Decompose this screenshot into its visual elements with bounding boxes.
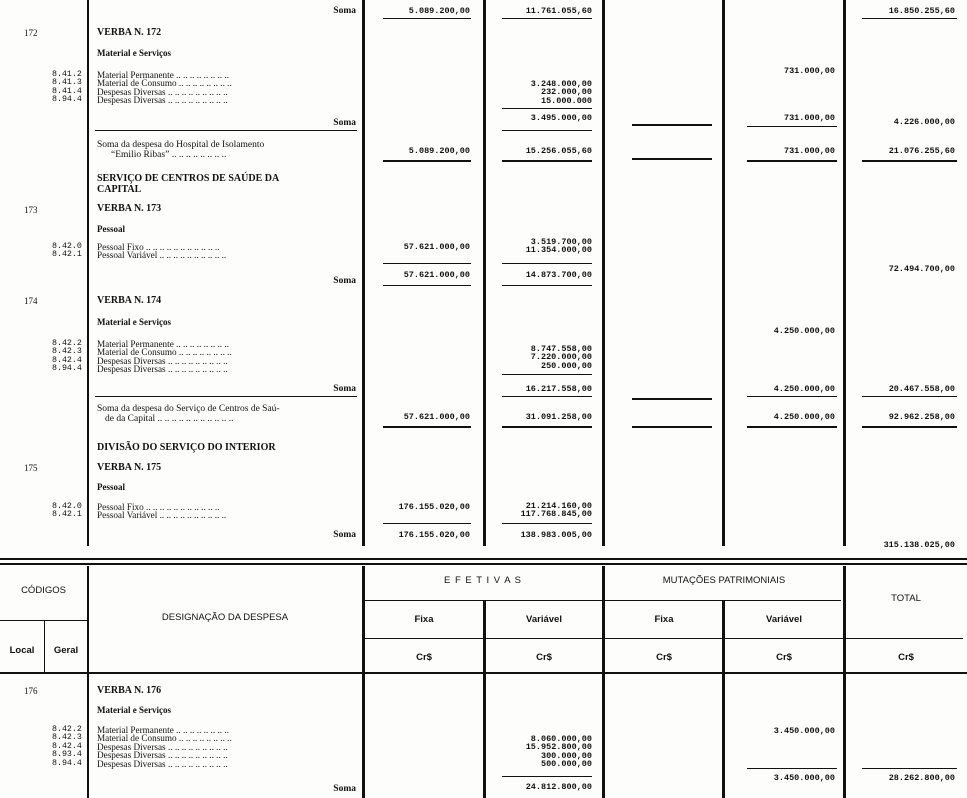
verba-subtitle: Material e Serviços xyxy=(97,317,171,327)
currency-label: Cr$ xyxy=(656,652,672,663)
rule-efet-var-upper xyxy=(602,0,605,546)
item-values: 21.214.160,00 117.768.845,00 xyxy=(520,501,592,520)
soma-label: Soma xyxy=(333,276,356,286)
item-list: Material Permanente .. .. .. .. .. .. .. .. Material de Consumo .. .. .. .. .. .. .. .. Despesas Diversas .. .. .. .. .. .. .. .. .. Despesas Diversas .. .. .. .. .. .. .. .. .. Despesas Diversas .. .. .. .. .. .. .. .. .. xyxy=(97,725,232,769)
item-values: 8.060.000,00 15.952.800,00 300.000,00 500.000,00 xyxy=(525,734,592,770)
soma-efet-var: 138.983.005,00 xyxy=(520,530,592,540)
item-values: 3.248.000,00 232.000,00 15.000.000 xyxy=(530,79,592,106)
efet-fixa-value: 57.621.000,00 xyxy=(403,242,470,252)
header-total: TOTAL xyxy=(891,593,921,604)
header-local: Local xyxy=(9,645,35,656)
header-mut-fixa: Fixa xyxy=(654,614,674,625)
header-efet-var: Variável xyxy=(526,614,562,625)
item-list: Material Permanente .. .. .. .. .. .. .. .. Material de Consumo .. .. .. .. .. .. .. .. Despesas Diversas .. .. .. .. .. .. .. .. .. Despesas Diversas .. .. .. .. .. .. .. .. .. xyxy=(97,339,232,375)
soma-total: 28.262.800,00 xyxy=(888,773,955,783)
verba-code: 173 xyxy=(24,205,38,215)
currency-label: Cr$ xyxy=(898,652,914,663)
soma-label: Soma xyxy=(333,530,356,540)
section-heading: DIVISÃO DO SERVIÇO DO INTERIOR xyxy=(97,442,276,453)
rule-efet-fixa-upper xyxy=(483,0,486,546)
soma-label: Soma xyxy=(333,118,356,128)
verba-subtitle: Pessoal xyxy=(97,224,125,234)
soma-label: Soma xyxy=(333,784,356,794)
item-values: 3.519.700,00 11.354.000,00 xyxy=(525,237,592,256)
hospital-description: Soma da despesa do Hospital de Isolamento “Emilio Ribas” .. .. .. .. .. .. .. .. xyxy=(97,140,265,160)
currency-label: Cr$ xyxy=(536,652,552,663)
soma-efet-var: 24.812.800,00 xyxy=(525,782,592,792)
soma-total: 72.494.700,00 xyxy=(888,264,955,274)
soma-efet-var: 3.495.000,00 xyxy=(530,113,592,123)
currency-label: Cr$ xyxy=(416,652,432,663)
verba-title: VERBA N. 172 xyxy=(97,27,162,38)
item-values: 8.747.558,00 7.220.000,00 250.000,00 xyxy=(530,344,592,371)
header-efetivas: E F E T I V A S xyxy=(443,575,522,586)
hospital-total: 21.076.255,60 xyxy=(888,146,955,156)
verba-subtitle: Material e Serviços xyxy=(97,705,171,715)
page-break-rule xyxy=(0,558,967,560)
item-codes: 8.41.2 8.41.3 8.41.4 8.94.4 xyxy=(52,70,82,105)
section-heading: SERVIÇO DE CENTROS DE SAÚDE DA CAPITAL xyxy=(97,173,280,195)
verba-code: 176 xyxy=(24,686,38,696)
verba-title: VERBA N. 174 xyxy=(97,295,162,306)
verba-subtitle: Material e Serviços xyxy=(97,48,171,58)
soma-mut-var: 731.000,00 xyxy=(783,113,835,123)
soma-total: 315.138.025,00 xyxy=(883,540,955,550)
soma-efet-var: 16.217.558,00 xyxy=(525,384,592,394)
top-total: 16.850.255,60 xyxy=(888,6,955,16)
header-efet-fixa: Fixa xyxy=(414,614,434,625)
rule-mut-var-upper xyxy=(843,0,846,546)
verba-title: VERBA N. 175 xyxy=(97,462,162,473)
soma-total: 4.226.000,00 xyxy=(893,117,955,127)
soma-efet-fixa: 176.155.020,00 xyxy=(398,530,470,540)
centros-description: Soma da despesa do Serviço de Centros de Saú- de da Capital .. .. .. .. .. .. .. .. .. .. .. xyxy=(97,404,280,424)
header-designacao: DESIGNAÇÃO DA DESPESA xyxy=(161,612,289,623)
soma-efet-var: 14.873.700,00 xyxy=(525,270,592,280)
mut-var-value: 4.250.000,00 xyxy=(773,326,835,336)
soma-mut-var: 3.450.000,00 xyxy=(773,773,835,783)
centros-total: 92.962.258,00 xyxy=(888,412,955,422)
rule-codes-lower xyxy=(87,566,89,798)
soma-mut-var: 4.250.000,00 xyxy=(773,384,835,394)
verba-title: VERBA N. 173 xyxy=(97,203,162,214)
verba-subtitle: Pessoal xyxy=(97,482,125,492)
top-efet-fixa: 5.089.200,00 xyxy=(408,6,470,16)
mut-var-value: 731.000,00 xyxy=(783,66,835,76)
mut-var-value: 3.450.000,00 xyxy=(773,726,835,736)
verba-title: VERBA N. 176 xyxy=(97,685,162,696)
header-mut-var: Variável xyxy=(766,614,802,625)
hospital-mut-var: 731.000,00 xyxy=(783,146,835,156)
soma-label: Soma xyxy=(333,6,356,16)
currency-label: Cr$ xyxy=(776,652,792,663)
verba-code: 172 xyxy=(24,28,38,38)
rule-mut-fixa-upper xyxy=(722,0,725,546)
header-geral: Geral xyxy=(53,645,79,656)
centros-mut-var: 4.250.000,00 xyxy=(773,412,835,422)
soma-efet-fixa: 57.621.000,00 xyxy=(403,270,470,280)
centros-efet-fixa: 57.621.000,00 xyxy=(403,412,470,422)
item-codes: 8.42.2 8.42.3 8.42.4 8.94.4 xyxy=(52,339,82,374)
header-codigos: CÓDIGOS xyxy=(21,585,66,596)
item-codes: 8.42.2 8.42.3 8.42.4 8.93.4 8.94.4 xyxy=(52,725,82,768)
soma-total: 20.467.558,00 xyxy=(888,384,955,394)
hospital-efet-var: 15.256.055,60 xyxy=(525,146,592,156)
item-list: Pessoal Fixo .. .. .. .. .. .. .. .. .. .. .. Pessoal Variável .. .. .. .. .. .. .. .. .. .. xyxy=(97,242,227,261)
item-codes: 8.42.0 8.42.1 xyxy=(52,502,82,520)
rule-designation-upper xyxy=(362,0,365,546)
top-efet-var: 11.761.055,60 xyxy=(525,6,592,16)
soma-label: Soma xyxy=(333,384,356,394)
header-mutacoes: MUTAÇÕES PATRIMONIAIS xyxy=(662,575,786,586)
verba-code: 174 xyxy=(24,296,38,306)
efet-fixa-value: 176.155.020,00 xyxy=(398,502,470,512)
item-codes: 8.42.0 8.42.1 xyxy=(52,242,82,260)
item-list: Pessoal Fixo .. .. .. .. .. .. .. .. .. .. .. Pessoal Variável .. .. .. .. .. .. .. .. .. .. xyxy=(97,502,227,521)
centros-efet-var: 31.091.258,00 xyxy=(525,412,592,422)
hospital-efet-fixa: 5.089.200,00 xyxy=(408,146,470,156)
rule-codes-upper xyxy=(87,0,89,546)
verba-code: 175 xyxy=(24,463,38,473)
item-list: Material Permanente .. .. .. .. .. .. .. .. Material de Consumo .. .. .. .. .. .. .. .. Despesas Diversas .. .. .. .. .. .. .. .. .. Despesas Diversas .. .. .. .. .. .. .. .. .. xyxy=(97,70,232,106)
